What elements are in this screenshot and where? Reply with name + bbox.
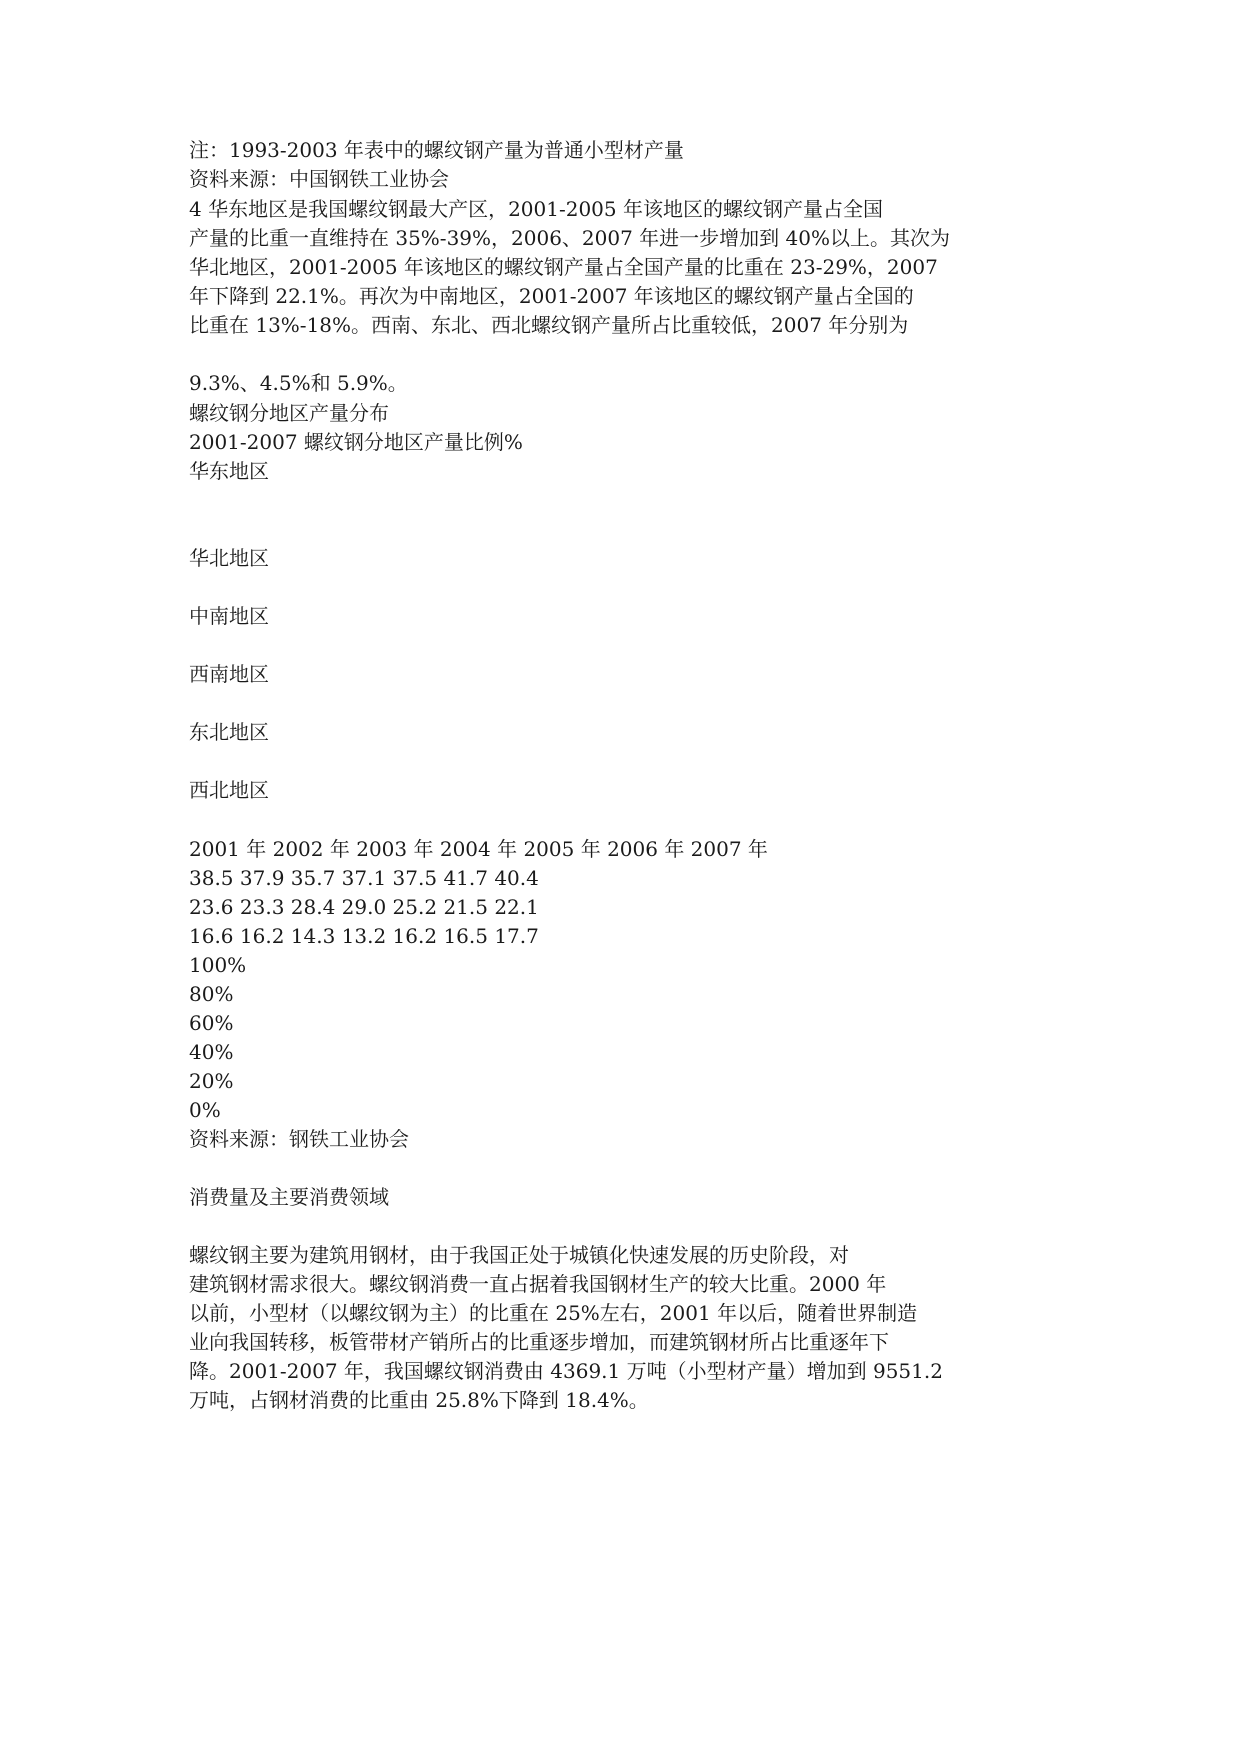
paragraph-line: 螺纹钢主要为建筑用钢材，由于我国正处于城镇化快速发展的历史阶段，对: [189, 1243, 849, 1267]
chart-source: 资料来源：钢铁工业协会: [189, 1127, 409, 1151]
axis-tick: 80%: [189, 982, 234, 1006]
value-row: 23.6 23.3 28.4 29.0 25.2 21.5 22.1: [189, 895, 539, 919]
region-label: 西北地区: [189, 778, 269, 802]
value-row: 16.6 16.2 14.3 13.2 16.2 16.5 17.7: [189, 924, 539, 948]
source-note: 资料来源：中国钢铁工业协会: [189, 167, 449, 191]
paragraph-line: 比重在 13%-18%。西南、东北、西北螺纹钢产量所占比重较低，2007 年分别为: [189, 313, 909, 337]
paragraph-line: 华北地区，2001-2005 年该地区的螺纹钢产量占全国产量的比重在 23-29%，2007: [189, 255, 938, 279]
axis-tick: 0%: [189, 1098, 221, 1122]
region-label: 华东地区: [189, 459, 269, 483]
region-label: 华北地区: [189, 546, 269, 570]
paragraph-line: 9.3%、4.5%和 5.9%。: [189, 371, 408, 395]
value-row: 38.5 37.9 35.7 37.1 37.5 41.7 40.4: [189, 866, 539, 890]
region-label: 西南地区: [189, 662, 269, 686]
paragraph-line: 年下降到 22.1%。再次为中南地区，2001-2007 年该地区的螺纹钢产量占全国的: [189, 284, 914, 308]
axis-tick: 100%: [189, 953, 247, 977]
axis-tick: 40%: [189, 1040, 234, 1064]
paragraph-line: 4 华东地区是我国螺纹钢最大产区，2001-2005 年该地区的螺纹钢产量占全国: [189, 197, 883, 221]
paragraph-line: 建筑钢材需求很大。螺纹钢消费一直占据着我国钢材生产的较大比重。2000 年: [189, 1272, 887, 1296]
region-label: 中南地区: [189, 604, 269, 628]
chart-heading: 螺纹钢分地区产量分布: [189, 401, 389, 425]
table-note: 注：1993-2003 年表中的螺纹钢产量为普通小型材产量: [189, 138, 684, 162]
axis-tick: 60%: [189, 1011, 234, 1035]
axis-tick: 20%: [189, 1069, 234, 1093]
paragraph-line: 以前，小型材（以螺纹钢为主）的比重在 25%左右，2001 年以后，随着世界制造: [189, 1301, 918, 1325]
chart-subtitle: 2001-2007 螺纹钢分地区产量比例%: [189, 430, 523, 454]
section-heading: 消费量及主要消费领域: [189, 1185, 389, 1209]
years-line: 2001 年 2002 年 2003 年 2004 年 2005 年 2006 年 2007 年: [189, 837, 768, 861]
paragraph-line: 降。2001-2007 年，我国螺纹钢消费由 4369.1 万吨（小型材产量）增加到 9551.2: [189, 1359, 943, 1383]
region-label: 东北地区: [189, 720, 269, 744]
paragraph-line: 业向我国转移，板管带材产销所占的比重逐步增加，而建筑钢材所占比重逐年下: [189, 1330, 889, 1354]
paragraph-line: 万吨，占钢材消费的比重由 25.8%下降到 18.4%。: [189, 1388, 649, 1412]
paragraph-line: 产量的比重一直维持在 35%-39%，2006、2007 年进一步增加到 40%以上。其次为: [189, 226, 950, 250]
